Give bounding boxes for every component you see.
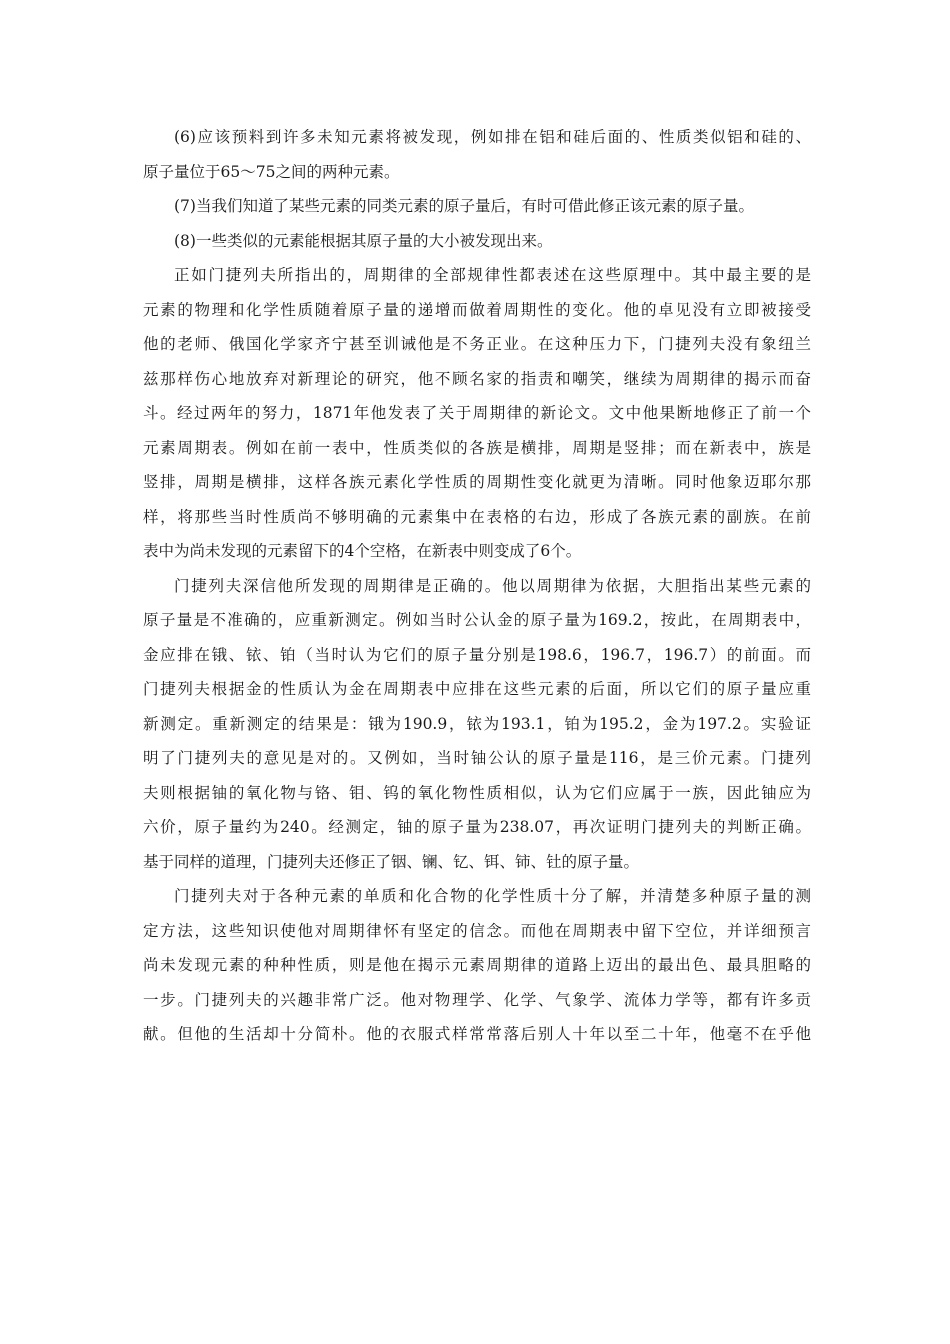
text-line: 新测定。重新测定的结果是：锇为190.9，铱为193.1，铂为195.2，金为197.2。实验证	[143, 714, 811, 733]
text-line: 原子量是不准确的，应重新测定。例如当时公认金的原子量为169.2，按此，在周期表中，	[143, 611, 811, 629]
text-line: 正如门捷列夫所指出的，周期律的全部规律性都表述在这些原理中。其中最主要的是	[174, 266, 811, 284]
text-line: (6)应该预料到许多未知元素将被发现，例如排在铝和硅后面的、性质类似铝和硅的、	[174, 128, 811, 146]
text-line: 表中为尚未发现的元素留下的4个空格，在新表中则变成了6个。	[143, 542, 582, 560]
text-line: (8)一些类似的元素能根据其原子量的大小被发现出来。	[174, 231, 553, 250]
text-line: 竖排，周期是横排，这样各族元素化学性质的周期性变化就更为清晰。同时他象迈耶尔那	[143, 473, 811, 491]
text-line: 夫则根据铀的氧化物与铬、钼、钨的氧化物性质相似，认为它们应属于一族，因此铀应为	[143, 783, 811, 802]
text-line: 明了门捷列夫的意见是对的。又例如，当时铀公认的原子量是116，是三价元素。门捷列	[143, 749, 811, 767]
document-body	[143, 120, 811, 1052]
text-line: 六价，原子量约为240。经测定，铀的原子量为238.07，再次证明门捷列夫的判断正确。	[143, 818, 811, 836]
text-line: 定方法，这些知识使他对周期律怀有坚定的信念。而他在周期表中留下空位，并详细预言	[143, 921, 811, 940]
text-line: 基于同样的道理，门捷列夫还修正了铟、镧、钇、铒、铈、钍的原子量。	[143, 852, 640, 871]
text-line: 尚未发现元素的种种性质，则是他在揭示元素周期律的道路上迈出的最出色、最具胆略的	[143, 956, 811, 974]
text-line: 兹那样伤心地放弃对新理论的研究，他不顾名家的指责和嘲笑，继续为周期律的揭示而奋	[143, 369, 811, 388]
text-line: 斗。经过两年的努力，1871年他发表了关于周期律的新论文。文中他果断地修正了前一个	[143, 404, 811, 422]
text-line: 元素周期表。例如在前一表中，性质类似的各族是横排，周期是竖排；而在新表中，族是	[143, 438, 811, 457]
text-line: 门捷列夫对于各种元素的单质和化合物的化学性质十分了解，并清楚多种原子量的测	[174, 887, 811, 905]
text-line: 原子量位于65～75之间的两种元素。	[143, 162, 400, 181]
text-line: 门捷列夫根据金的性质认为金在周期表中应排在这些元素的后面，所以它们的原子量应重	[143, 680, 811, 698]
text-line: 门捷列夫深信他所发现的周期律是正确的。他以周期律为依据，大胆指出某些元素的	[174, 576, 811, 595]
text-line: 样，将那些当时性质尚不够明确的元素集中在表格的右边，形成了各族元素的副族。在前	[143, 507, 811, 526]
text-line: 他的老师、俄国化学家齐宁甚至训诫他是不务正业。在这种压力下，门捷列夫没有象纽兰	[143, 335, 811, 353]
text-line: 一步。门捷列夫的兴趣非常广泛。他对物理学、化学、气象学、流体力学等，都有许多贡	[143, 990, 811, 1009]
text-line: 献。但他的生活却十分简朴。他的衣服式样常常落后别人十年以至二十年，他毫不在乎他	[143, 1025, 811, 1043]
text-line: 金应排在锇、铱、铂（当时认为它们的原子量分别是198.6，196.7，196.7）的前面。而	[143, 645, 811, 664]
text-line: (7)当我们知道了某些元素的同类元素的原子量后，有时可借此修正该元素的原子量。	[174, 197, 754, 215]
text-line: 元素的物理和化学性质随着原子量的递增而做着周期性的变化。他的卓见没有立即被接受	[143, 300, 811, 319]
